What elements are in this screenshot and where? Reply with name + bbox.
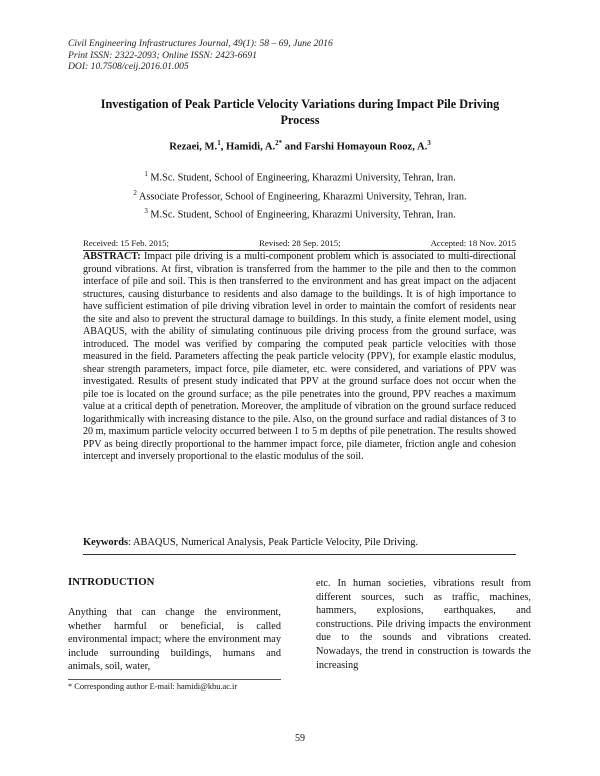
- author-2: Hamidi, A.: [225, 141, 276, 153]
- paper-title: Investigation of Peak Particle Velocity Variations during Impact Pile Driving Process: [100, 97, 500, 127]
- accepted-date: Accepted: 18 Nov. 2015: [430, 238, 516, 248]
- affiliation-sup: 1: [144, 170, 148, 178]
- page-number: 59: [295, 733, 305, 744]
- keywords: [83, 537, 516, 548]
- author-separator: and: [282, 141, 305, 153]
- received-date: Received: 15 Feb. 2015;: [83, 238, 169, 248]
- revised-date: Revised: 28 Sep. 2015;: [258, 238, 341, 248]
- corresponding-author-footnote: * Corresponding author E-mail: hamidi@khu.ac.ir: [68, 682, 238, 691]
- abstract-label: ABSTRACT:: [83, 251, 141, 262]
- affiliation-text: M.Sc. Student, School of Engineering, Kharazmi University, Tehran, Iran.: [150, 172, 456, 184]
- intro-paragraph-left: Anything that can change the environment, whether harmful or beneficial, is called environmental impact; where the environment may include surrounding buildings, humans and animals, soil, water,: [68, 607, 281, 673]
- intro-paragraph-right: etc. In human societies, vibrations result from different sources, such as traffic, machines, hammers, explosions, earthquakes, and constructions. Pile driving impacts the environment due to the sounds and vibrations created. Nowadays, the trend in construction is towards the increasing: [316, 578, 531, 671]
- affiliation-sup: 3: [144, 207, 148, 216]
- affiliation-2: [60, 186, 540, 205]
- author-3: Farshi Homayoun Rooz, A.: [304, 141, 428, 153]
- author-list: [80, 139, 520, 153]
- abstract-text: Impact pile driving is a multi-component problem which is associated to multi-directional ground vibrations. At first, vibration is transferred from the hammer to the pile and then to the common interface of pile and soil. This is then transferred to the environment and has great impact on the adjacent structures, causing disturbance to residents and also damage to the buildings. It is of high importance to have sufficient estimation of pile driving vibration level in order to maintain the comfort of residents near the site and also to prevent the structural damage to buildings. In this study, a finite element model, using ABAQUS, with the ability of simulating continuous pile driving process from the ground surface, was introduced. The model was verified by comparing the computed peak particle velocities with those measured in the field. Parameters affecting the peak particle velocity (PPV), for example elastic modulus, shear strength parameters, impact force, pile diameter, etc. were considered, and variations of PPV was investigated. Results of present study indicated that PPV at the ground surface does not occur when the pile toe is located on the ground surface; as the pile penetrates into the ground, PPV reaches a maximum value at a critical depth of penetration. Moreover, the amplitude of vibration on the ground surface reduced logarithmically with increasing distance to the pile. Also, on the ground surface and radial distances of 3 to 20 m, maximum particle velocity occurred between 1 to 5 m depths of pile penetration. The results showed PPV as being directly proportional to the hammer impact force, pile diameter, friction angle and cohesion intercept and inversely proportional to the elastic modulus of the soil.: [83, 251, 516, 462]
- journal-citation: Civil Engineering Infrastructures Journal, 49(1): 58 – 69, June 2016: [68, 38, 333, 49]
- affiliation-sup: 2: [133, 188, 137, 197]
- affiliation-1: [60, 167, 540, 186]
- divider-bottom: [83, 554, 516, 555]
- keywords-label: Keywords: [83, 537, 129, 548]
- affiliation-3: [60, 204, 540, 223]
- author-2-sup: 2*: [275, 139, 283, 147]
- author-1: Rezaei, M.: [169, 141, 218, 153]
- journal-doi: DOI: 10.7508/ceij.2016.01.005: [68, 61, 189, 73]
- journal-issn: Print ISSN: 2322-2093; Online ISSN: 2423-6691: [68, 49, 257, 61]
- footnote-rule: [68, 679, 281, 680]
- dates-row: [83, 238, 516, 248]
- journal-header: [68, 38, 333, 73]
- affiliation-text: M.Sc. Student, School of Engineering, Kharazmi University, Tehran, Iran.: [150, 209, 456, 221]
- abstract: [83, 251, 516, 464]
- author-1-sup: 1: [217, 139, 221, 147]
- keywords-text: : ABAQUS, Numerical Analysis, Peak Particle Velocity, Pile Driving.: [128, 537, 419, 548]
- section-heading-introduction: INTRODUCTION: [68, 576, 155, 588]
- affiliation-text: Associate Professor, School of Engineering, Kharazmi University, Tehran, Iran.: [138, 191, 467, 203]
- author-separator: ,: [220, 141, 226, 153]
- affiliations: [60, 167, 540, 223]
- author-3-sup: 3: [427, 139, 431, 147]
